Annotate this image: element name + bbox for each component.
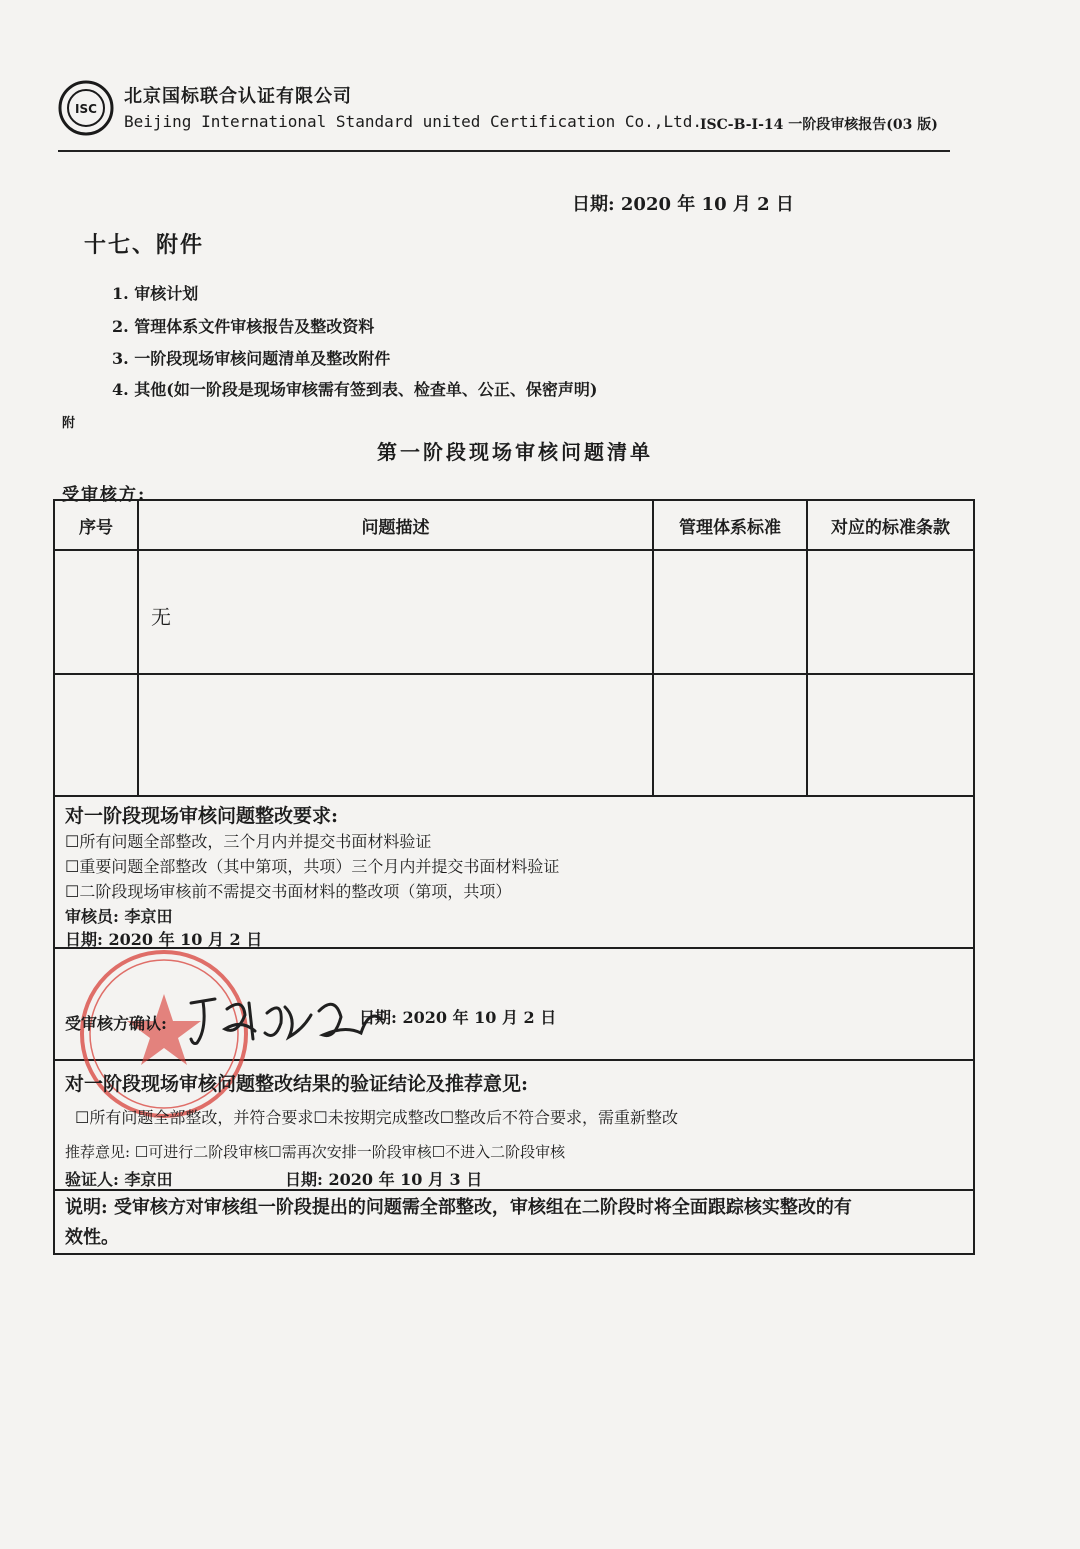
table-row xyxy=(55,551,973,675)
recommendation-options: 推荐意见: ☐可进行二阶段审核☐需再次安排一阶段审核☐不进入二阶段审核 xyxy=(65,1143,566,1161)
attachment-item: 2. 管理体系文件审核报告及整改资料 xyxy=(112,317,375,336)
note-line: 效性。 xyxy=(65,1227,119,1248)
attachment-item: 1. 审核计划 xyxy=(112,284,199,303)
auditee-confirmation xyxy=(55,949,973,1061)
document-date: 日期: 2020 年 10 月 2 日 xyxy=(572,194,794,215)
attachment-mark: 附 xyxy=(62,416,76,431)
note-line: 说明: 受审核方对审核组一阶段提出的问题需全部整改，审核组在二阶段时将全面跟踪核实整改的有 xyxy=(65,1197,852,1218)
cell-description xyxy=(139,551,654,673)
auditor-name: 审核员: 李京田 xyxy=(65,907,173,926)
column-header-standard: 管理体系标准 xyxy=(654,501,808,549)
issue-list-table xyxy=(53,499,975,1255)
sheet-title: 第一阶段现场审核问题清单 xyxy=(377,440,653,464)
note-section xyxy=(55,1191,973,1253)
company-name-en: Beijing International Standard united Certification Co.,Ltd. xyxy=(124,112,702,131)
verification-title: 对一阶段现场审核问题整改结果的验证结论及推荐意见: xyxy=(65,1073,529,1095)
column-header-no: 序号 xyxy=(55,501,139,549)
requirement-option: ☐二阶段现场审核前不需提交书面材料的整改项（第项，共项） xyxy=(65,882,512,901)
requirement-option: ☐重要问题全部整改（其中第项，共项）三个月内并提交书面材料验证 xyxy=(65,857,560,876)
requirements-date: 日期: 2020 年 10 月 2 日 xyxy=(65,930,263,949)
table-row xyxy=(55,675,973,797)
requirements-title: 对一阶段现场审核问题整改要求: xyxy=(65,805,339,827)
cell-clause xyxy=(808,551,973,673)
form-code: ISC-B-I-14 一阶段审核报告(03 版) xyxy=(700,117,938,133)
section-title: 十七、附件 xyxy=(84,232,205,258)
company-logo-icon xyxy=(58,80,114,136)
header-divider xyxy=(58,150,950,152)
verification-section xyxy=(55,1061,973,1191)
verification-results: ☐所有问题全部整改，并符合要求☐未按期完成整改☐整改后不符合要求，需重新整改 xyxy=(75,1108,679,1127)
table-header-row xyxy=(55,501,973,551)
confirmation-date: 日期: 2020 年 10 月 2 日 xyxy=(359,1008,557,1027)
cell-clause xyxy=(808,675,973,795)
cell-no xyxy=(55,675,139,795)
description-text: 无 xyxy=(151,605,171,629)
cell-no xyxy=(55,551,139,673)
verification-date: 日期: 2020 年 10 月 3 日 xyxy=(285,1170,483,1189)
attachment-item: 3. 一阶段现场审核问题清单及整改附件 xyxy=(112,349,391,368)
logo-text: ISC xyxy=(75,102,97,116)
cell-description xyxy=(139,675,654,795)
cell-standard xyxy=(654,551,808,673)
column-header-description: 问题描述 xyxy=(139,501,654,549)
attachment-item: 4. 其他(如一阶段是现场审核需有签到表、检查单、公正、保密声明) xyxy=(112,380,598,399)
column-header-clause: 对应的标准条款 xyxy=(831,517,950,538)
verifier-name: 验证人: 李京田 xyxy=(65,1170,173,1189)
cell-standard xyxy=(654,675,808,795)
auditee-label: 受审核方: xyxy=(62,485,147,505)
rectification-requirements xyxy=(55,797,973,949)
company-name-cn: 北京国标联合认证有限公司 xyxy=(124,86,352,107)
confirmation-label: 受审核方确认: xyxy=(65,1014,167,1033)
requirement-option: ☐所有问题全部整改，三个月内并提交书面材料验证 xyxy=(65,832,432,851)
